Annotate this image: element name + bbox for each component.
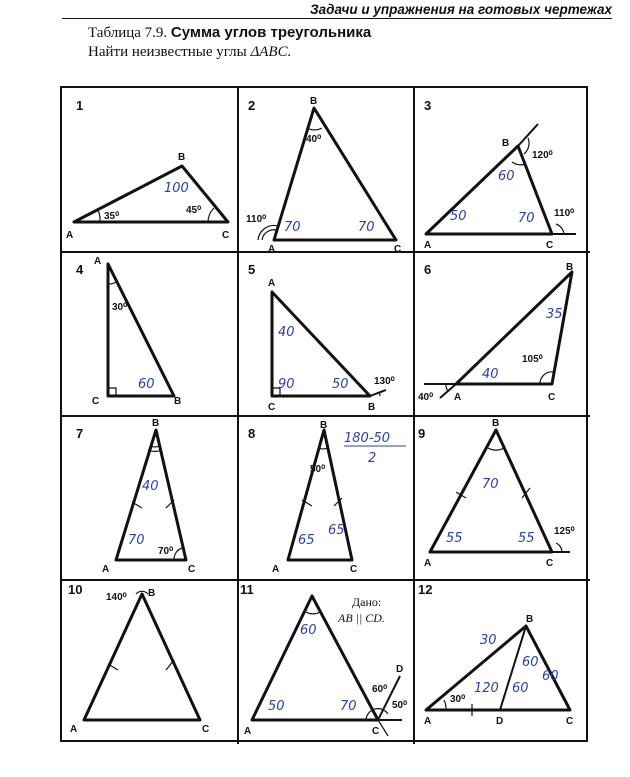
- vertex-label: C: [202, 724, 210, 735]
- given-statement: AB || CD.: [338, 611, 385, 625]
- vertex-label: B: [368, 402, 376, 413]
- exercise-1: [66, 98, 229, 241]
- exercise-number: 7: [76, 426, 84, 441]
- angle-value: 120⁰: [532, 150, 553, 161]
- vertex-label: C: [188, 564, 196, 575]
- vertex-label: C: [92, 396, 100, 407]
- vertex-label: B: [320, 420, 328, 431]
- exercise-number: 1: [76, 98, 84, 113]
- exercise-number: 6: [424, 262, 432, 277]
- handwritten-note: 60: [542, 669, 559, 684]
- exercise-12: [418, 582, 573, 727]
- angle-value: 40⁰: [418, 392, 434, 403]
- vertex-label: B: [178, 152, 186, 163]
- angle-value: 45⁰: [186, 205, 202, 216]
- angle-arc: [98, 210, 100, 222]
- table-title: Сумма углов треугольника: [170, 24, 372, 41]
- handwritten-note: 65: [328, 523, 345, 538]
- vertex-label: B: [566, 262, 574, 273]
- triangle: [74, 166, 228, 222]
- vertex-label: A: [424, 240, 432, 251]
- exercise-number: 3: [424, 98, 432, 113]
- vertex-label: C: [394, 244, 402, 255]
- handwritten-note: 40: [142, 479, 159, 494]
- vertex-label: D: [496, 716, 504, 727]
- handwritten-note: 70: [284, 220, 301, 235]
- exercise-4: [76, 256, 181, 407]
- exercise-2: [246, 96, 401, 255]
- angle-value: 35⁰: [104, 211, 120, 222]
- exercise-11: [240, 582, 407, 737]
- handwritten-note: 90: [278, 377, 295, 392]
- header-title: Задачи и упражнения на готовых чертежах: [309, 2, 612, 17]
- handwritten-note: 60: [300, 623, 317, 638]
- exercise-number: 10: [68, 582, 83, 597]
- angle-arc: [524, 138, 529, 154]
- vertex-label: C: [548, 392, 556, 403]
- angle-arc: [306, 612, 320, 614]
- angle-value: 30⁰: [112, 302, 128, 313]
- handwritten-note: 40: [482, 367, 499, 382]
- exercise-9: [418, 418, 575, 569]
- angle-value: 110⁰: [554, 208, 575, 219]
- table-caption: [88, 24, 371, 42]
- vertex-label: A: [454, 392, 462, 403]
- handwritten-note: 30: [480, 633, 497, 648]
- vertex-label: A: [244, 726, 252, 737]
- extension-line: [370, 390, 386, 396]
- vertex-label: C: [566, 716, 574, 727]
- exercise-drawings: [62, 88, 590, 744]
- angle-value: 140⁰: [106, 592, 127, 603]
- angle-value: 40⁰: [306, 134, 322, 145]
- angle-value: 110⁰: [246, 214, 267, 225]
- triangle: [426, 626, 570, 710]
- handwritten-note: 65: [298, 533, 315, 548]
- vertex-label: B: [526, 614, 534, 625]
- task-triangle: ΔABC.: [250, 44, 292, 60]
- line-cd: [378, 676, 400, 720]
- exercise-number: 8: [248, 426, 256, 441]
- vertex-label: B: [502, 138, 510, 149]
- handwritten-note: 60: [138, 377, 155, 392]
- angle-arc: [148, 450, 162, 451]
- triangle: [84, 594, 200, 720]
- vertex-label: C: [350, 564, 358, 575]
- vertex-label: B: [492, 418, 500, 429]
- vertex-label: C: [546, 240, 554, 251]
- angle-value: 105⁰: [522, 354, 543, 365]
- table-label: Таблица 7.9.: [88, 25, 168, 41]
- angle-arc: [208, 208, 214, 222]
- exercise-7: [76, 418, 195, 575]
- handwritten-note: 50: [332, 377, 349, 392]
- page-header: [0, 0, 630, 22]
- vertex-label: C: [222, 230, 230, 241]
- exercise-number: 5: [248, 262, 256, 277]
- triangle: [116, 430, 186, 560]
- vertex-label: C: [546, 558, 554, 569]
- vertex-label: A: [94, 256, 102, 267]
- vertex-label: B: [148, 588, 156, 599]
- task-text: [88, 44, 291, 61]
- angle-value: 30⁰: [450, 694, 466, 705]
- vertex-label: A: [102, 564, 110, 575]
- exercise-number: 2: [248, 98, 256, 113]
- header-rule: [62, 18, 612, 19]
- vertex-label: B: [174, 396, 182, 407]
- vertex-label: D: [396, 664, 404, 675]
- exercise-number: 11: [240, 582, 254, 597]
- vertex-label: A: [268, 244, 276, 255]
- angle-value: 70⁰: [158, 546, 174, 557]
- vertex-label: A: [70, 724, 78, 735]
- task-statement: Найти неизвестные углы: [88, 44, 247, 60]
- given-title: Дано:: [352, 595, 382, 609]
- angle-arc: [446, 384, 448, 391]
- angle-value: 50⁰: [392, 700, 408, 711]
- vertex-label: A: [424, 558, 432, 569]
- exercise-number: 4: [76, 262, 84, 277]
- handwritten-note: 70: [358, 220, 375, 235]
- handwritten-note: 70: [340, 699, 357, 714]
- angle-value: 50⁰: [310, 464, 326, 475]
- angle-arc: [556, 224, 564, 234]
- handwritten-note: 70: [482, 477, 499, 492]
- exercise-3: [424, 98, 576, 251]
- angle-value: 60⁰: [372, 684, 388, 695]
- vertex-label: A: [66, 230, 74, 241]
- triangle: [456, 272, 572, 384]
- angle-arc: [150, 446, 160, 447]
- handwritten-note: 100: [164, 181, 189, 196]
- vertex-label: B: [310, 96, 318, 107]
- handwritten-note: 70: [128, 533, 145, 548]
- handwritten-note: 55: [518, 531, 535, 546]
- handwritten-note: 40: [278, 325, 295, 340]
- exercise-8: [248, 420, 406, 575]
- vertex-label: A: [424, 716, 432, 727]
- exercise-number: 9: [418, 426, 426, 441]
- vertex-label: C: [268, 402, 276, 413]
- handwritten-note: 180-50: [344, 431, 391, 446]
- exercise-grid: [60, 86, 588, 742]
- exercise-10: [68, 582, 209, 735]
- vertex-label: A: [268, 278, 276, 289]
- exercise-number: 12: [418, 582, 433, 597]
- handwritten-note: 120: [474, 681, 499, 696]
- handwritten-note: 50: [268, 699, 285, 714]
- angle-arc: [174, 548, 182, 560]
- handwritten-note: 55: [446, 531, 463, 546]
- handwritten-note: 60: [498, 169, 515, 184]
- handwritten-note: 50: [450, 209, 467, 224]
- extension-line: [378, 720, 388, 736]
- handwritten-note: 60: [522, 655, 539, 670]
- angle-arc: [488, 448, 504, 450]
- angle-value: 125⁰: [554, 526, 575, 537]
- vertex-label: B: [152, 418, 160, 429]
- tick-mark: [166, 660, 174, 670]
- angle-arc: [556, 543, 562, 552]
- angle-value: 130⁰: [374, 376, 395, 387]
- extension-line: [518, 124, 538, 146]
- exercise-5: [248, 262, 395, 413]
- angle-arc: [379, 392, 380, 396]
- exercise-6: [418, 262, 573, 403]
- vertex-label: C: [372, 726, 380, 737]
- handwritten-note: 60: [512, 681, 529, 696]
- handwritten-note: 35: [546, 307, 563, 322]
- vertex-label: A: [272, 564, 280, 575]
- handwritten-note: 70: [518, 211, 535, 226]
- handwritten-note: 2: [368, 451, 377, 466]
- angle-arc: [318, 448, 328, 449]
